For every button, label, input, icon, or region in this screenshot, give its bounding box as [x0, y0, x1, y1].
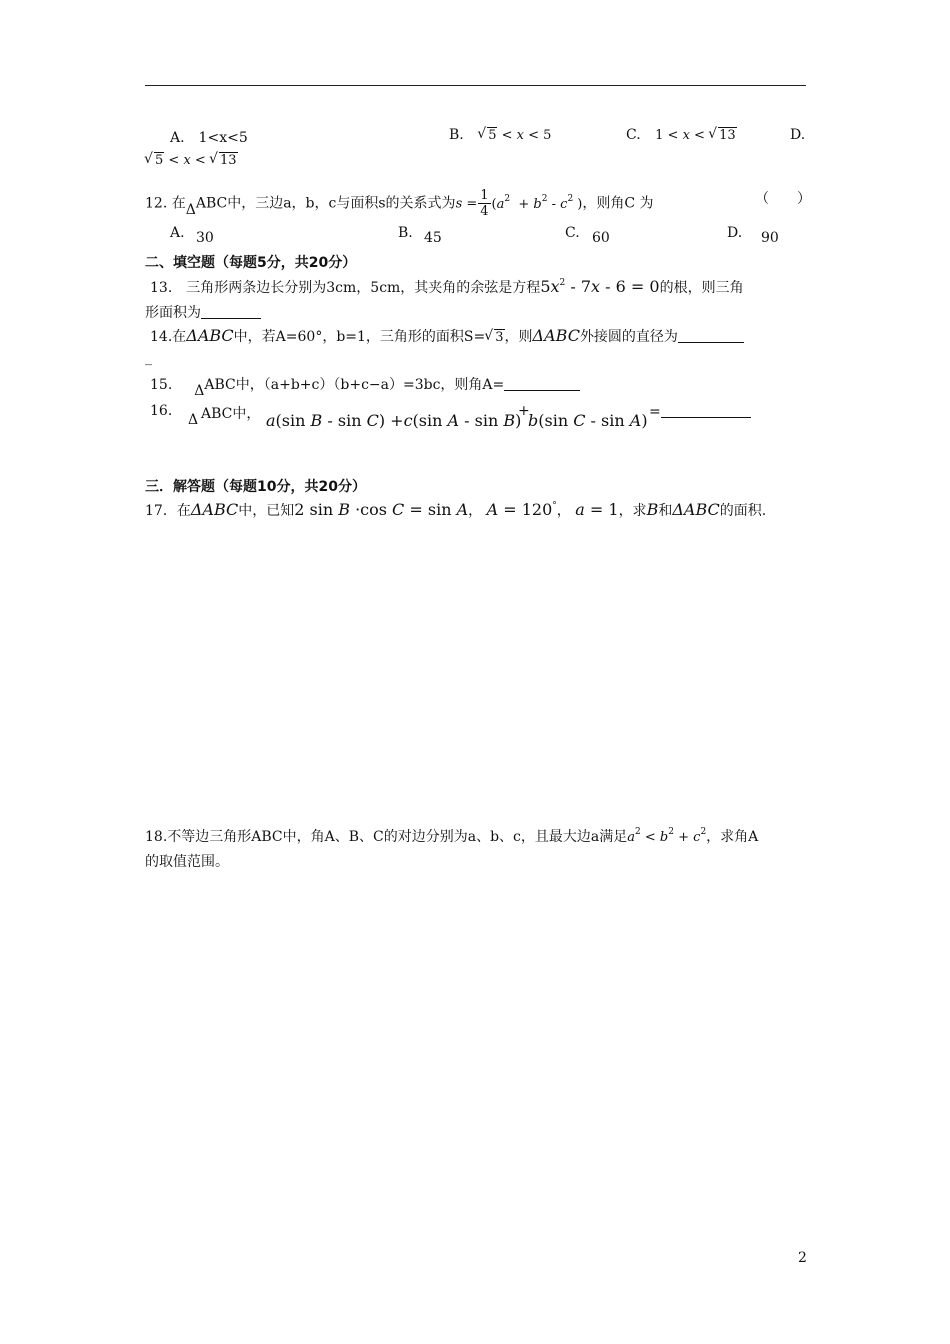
q18-line1: 18.不等边三角形ABC中，角A、B、C的对边分别为a、b、c，且最大边a满足$a^2 < b^2 + c^2$，求角A [145, 827, 759, 845]
q12-option-c-label: C. [565, 225, 580, 241]
q11-option-c [626, 127, 737, 143]
q13-line1: 13. 三角形两条边长分别为3cm，5cm，其夹角的余弦是方程$5x^2 - 7x - 6 = 0$的根，则三角 [150, 277, 744, 296]
q12-option-a-value: 30 [196, 230, 214, 246]
q17-condition-1: 2 sin B ·cos C = sin A [294, 500, 469, 519]
q12-formula-rhs: ($a^2 + b^2 - c^2$ ) [491, 193, 583, 212]
q11-option-d-label: D. [790, 127, 806, 143]
section3-title: 三．解答题（每题10分，共20分） [145, 479, 366, 495]
q12-stem: 12. 在ΔABC中，三边a，b，c与面积s的关系式为s = $\frac{1}{4}$ ($a^2 + b^2 - c^2$ )，则角C 为 [145, 188, 654, 219]
q11-option-c-label: C. [626, 127, 641, 143]
q12-option-c-value: 60 [592, 230, 610, 246]
q12-option-d-label: D. [727, 225, 743, 241]
q17-condition-3: a = 1 [575, 500, 619, 519]
q16-text: ABC中， [201, 406, 261, 422]
section2-title: 二、填空题（每题5分，共20分） [145, 255, 357, 271]
q14-line: 14.在ΔABC中，若A=60°，b=1，三角形的面积S=√ 3，则ΔABC外接圆的直径为 [150, 326, 744, 346]
q12-answer-paren: （ ） [755, 191, 811, 207]
q16-equals: = [649, 403, 751, 420]
q16-formula-part1: a(sin B - sin C) +c(sin A - sin B) [266, 411, 522, 430]
q13-equation: $5x^2 - 7x - 6 = 0$ [540, 277, 660, 296]
q11-option-b-formula: √ 5 < x < 5 [478, 128, 551, 143]
q14-tail: _ [145, 350, 152, 366]
q16-formula-part2: b(sin C - sin A) [528, 411, 648, 430]
q12-option-d-value: 90 [761, 230, 779, 246]
q13-answer-blank[interactable] [201, 304, 261, 319]
q15-line: 15. ΔABC中，（a+b+c）（b+c−a）=3bc，则角A= [150, 374, 580, 394]
q11-option-a: A. 1<x<5 [170, 130, 248, 146]
q16-plus: + [518, 403, 530, 419]
q12-option-b-label: B. [398, 225, 413, 241]
q16-num: 16. [150, 403, 173, 419]
q13-line2: 形面积为 [145, 302, 261, 322]
q11-option-c-formula: 1 < x < √ 13 [655, 128, 737, 143]
q17-line: 17．在ΔABC中，已知2 sin B ·cos C = sin A， A = 120°， a = 1，求B和ΔABC的面积. [145, 500, 767, 519]
q15-answer-blank[interactable] [504, 376, 580, 391]
header-rule [145, 85, 806, 86]
q14-answer-blank[interactable] [678, 328, 744, 343]
q17-condition-2: A = 120° [486, 500, 557, 519]
q16-triangle: Δ [188, 412, 199, 428]
q18-line2: 的取值范围。 [145, 854, 229, 870]
q11-option-b-label: B. [449, 127, 464, 143]
q11-option-d-formula: √ 5 < x < √ 13 [145, 153, 238, 168]
q16-answer-blank[interactable] [661, 403, 751, 418]
q12-fraction: $\frac{1}{4}$ [480, 188, 489, 219]
page-number: 2 [798, 1250, 807, 1266]
q12-option-a-label: A. [170, 225, 185, 241]
q12-option-b-value: 45 [424, 230, 442, 246]
q18-inequality: $a^2 < b^2 + c^2$ [627, 827, 707, 845]
q11-option-b [449, 127, 551, 143]
